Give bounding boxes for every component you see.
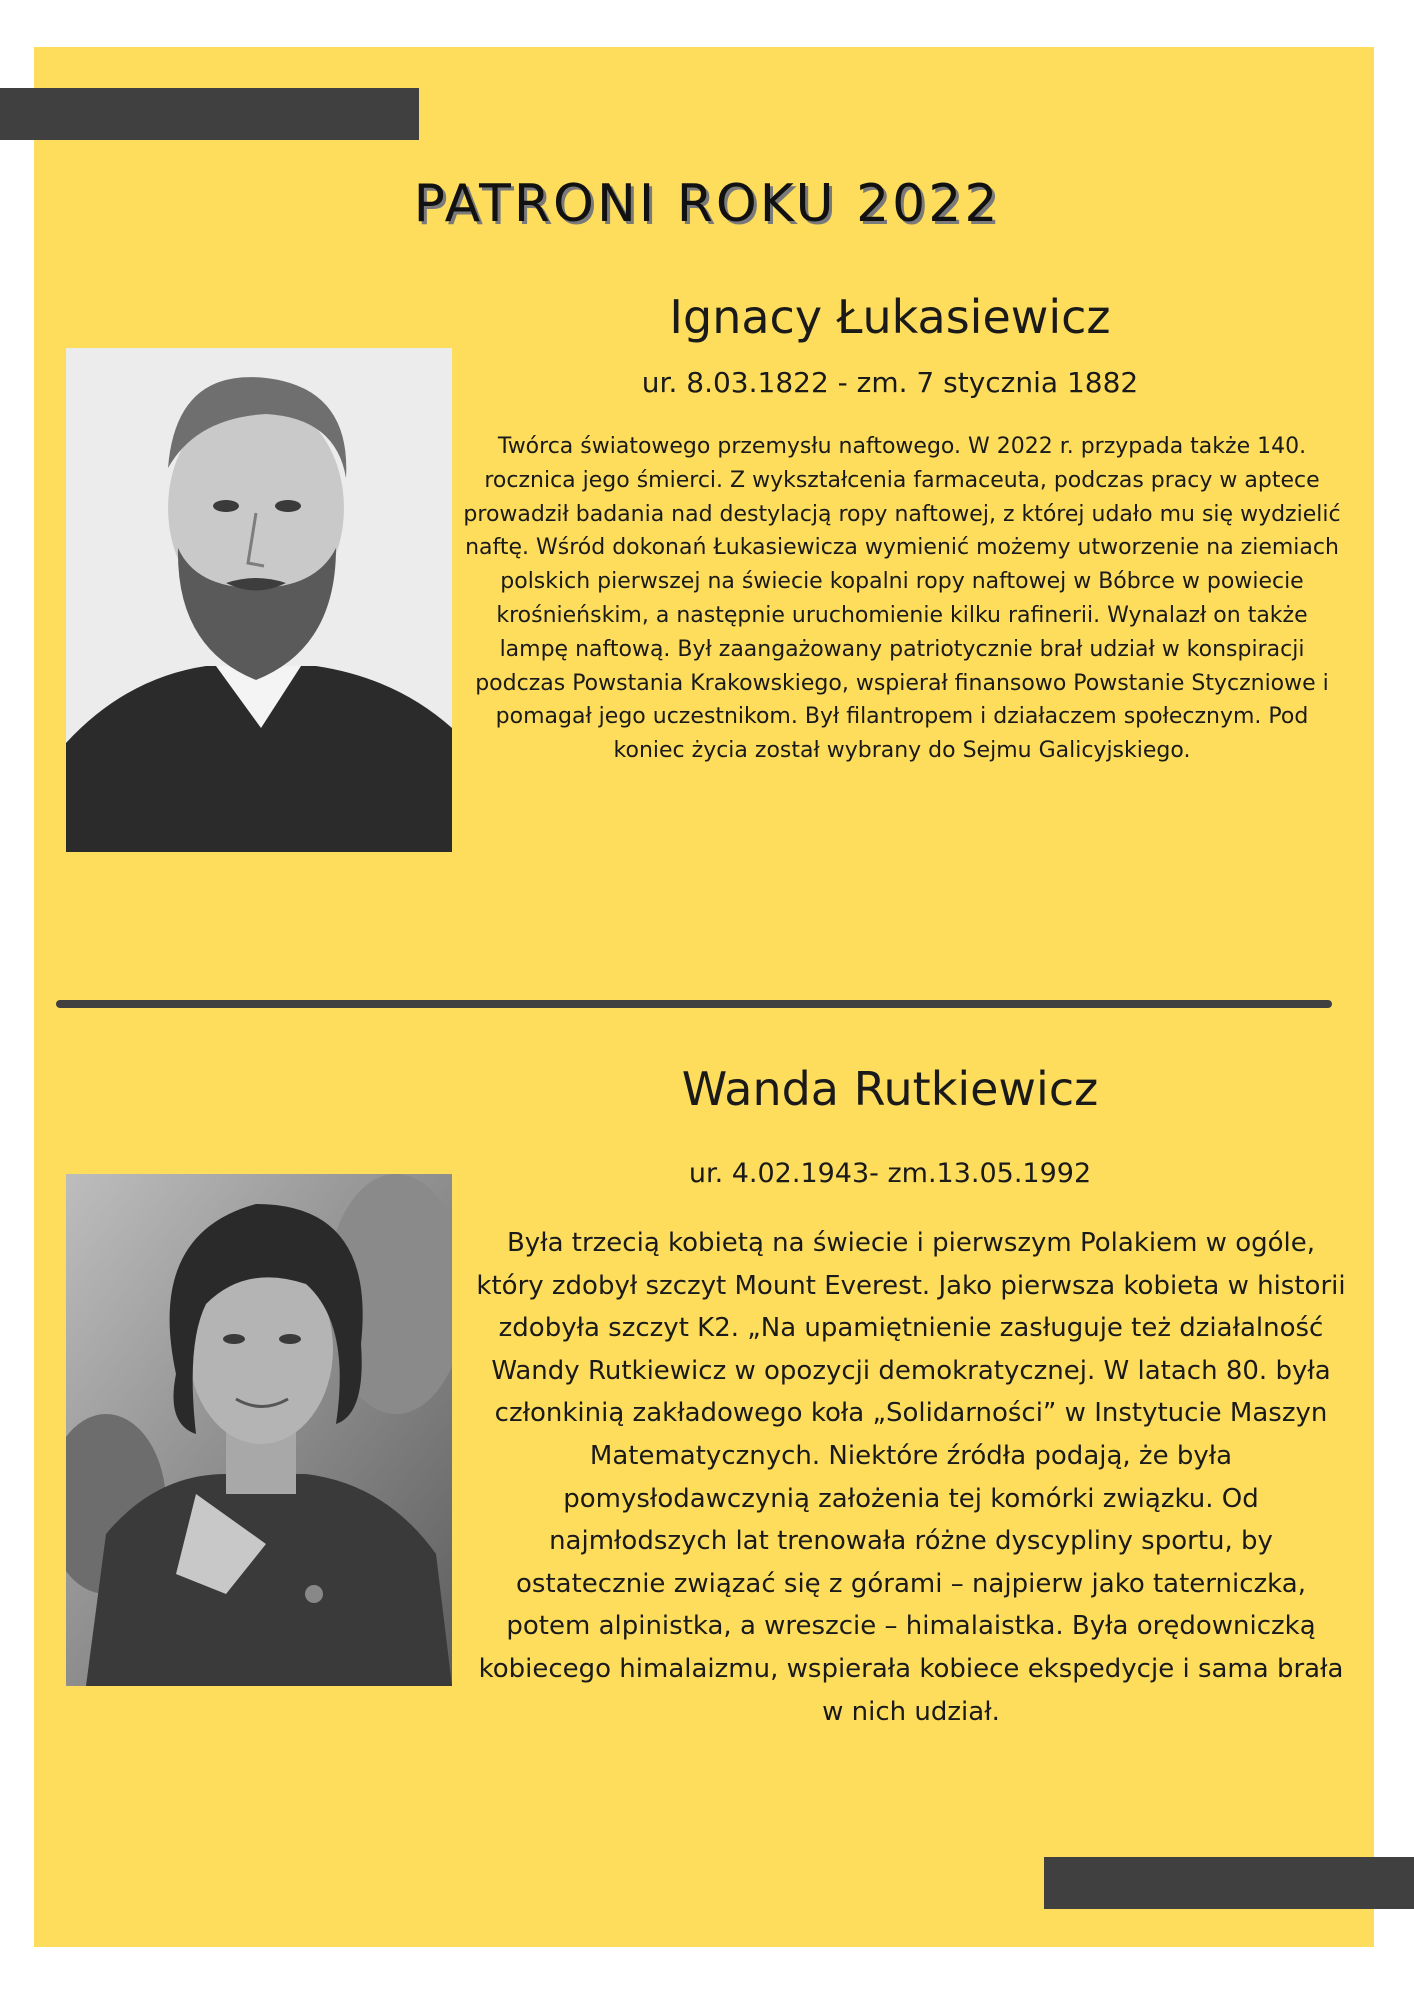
portrait-lukasiewicz [66, 348, 452, 852]
patron-bio-rutkiewicz: Była trzecią kobietą na świecie i pierwszym Polakiem w ogóle, który zdobył szczyt Mount Everest. Jako pierwsza kobieta w historii zdobyła szczyt K2. „Na upamiętnienie zasługuje też działalność Wandy Rutkiewicz w opozycji demokratycznej. W latach 80. była członkinią zakładowego koła „Solidarności” w Instytucie Maszyn Matematycznych. Niektóre źródła podają, że była pomysłodawczynią założenia tej komórki związku. Od najmłodszych lat trenowała różne dyscypliny sportu, by ostatecznie związać się z górami – najpierw jako taterniczka, potem alpinistka, a wreszcie – himalaistka. Była orędowniczką kobiecego himalaizmu, wspierała kobiece ekspedycje i sama brała w nich udział. [476, 1228, 1346, 1727]
portrait-rutkiewicz-illustration [66, 1174, 452, 1686]
portrait-lukasiewicz-illustration [66, 348, 452, 852]
patron-bio-lukasiewicz: Twórca światowego przemysłu naftowego. W 2022 r. przypada także 140. rocznica jego śmierci. Z wykształcenia farmaceuta, podczas pracy w aptece prowadził badania nad destylacją ropy naftowej, z której udało mu się wydzielić naftę. Wśród dokonań Łukasiewicza wymienić możemy utworzenie na ziemiach polskich pierwszej na świecie kopalni ropy naftowej w Bóbrce w powiecie krośnieńskim, a następnie uruchomienie kilku rafinerii. Wynalazł on także lampę naftową. Był zaangażowany patriotycznie brał udział w konspiracji podczas Powstania Krakowskiego, wspierał finansowo Powstanie Styczniowe i pomagał jego uczestnikom. Był filantropem i działaczem społecznym. Pod koniec życia został wybrany do Sejmu Galicyjskiego. [463, 434, 1341, 764]
patron-name-rutkiewicz: Wanda Rutkiewicz [681, 1062, 1099, 1116]
section-divider [56, 1000, 1332, 1008]
patron-name-lukasiewicz: Ignacy Łukasiewicz [669, 290, 1111, 344]
portrait-rutkiewicz [66, 1174, 452, 1686]
patron-dates-lukasiewicz: ur. 8.03.1822 - zm. 7 stycznia 1882 [641, 366, 1139, 399]
decorative-bar-top [0, 88, 419, 140]
page-title: PATRONI ROKU 2022 [413, 174, 1001, 234]
patron-dates-rutkiewicz: ur. 4.02.1943- zm.13.05.1992 [688, 1158, 1092, 1189]
decorative-bar-bottom [1044, 1857, 1414, 1909]
